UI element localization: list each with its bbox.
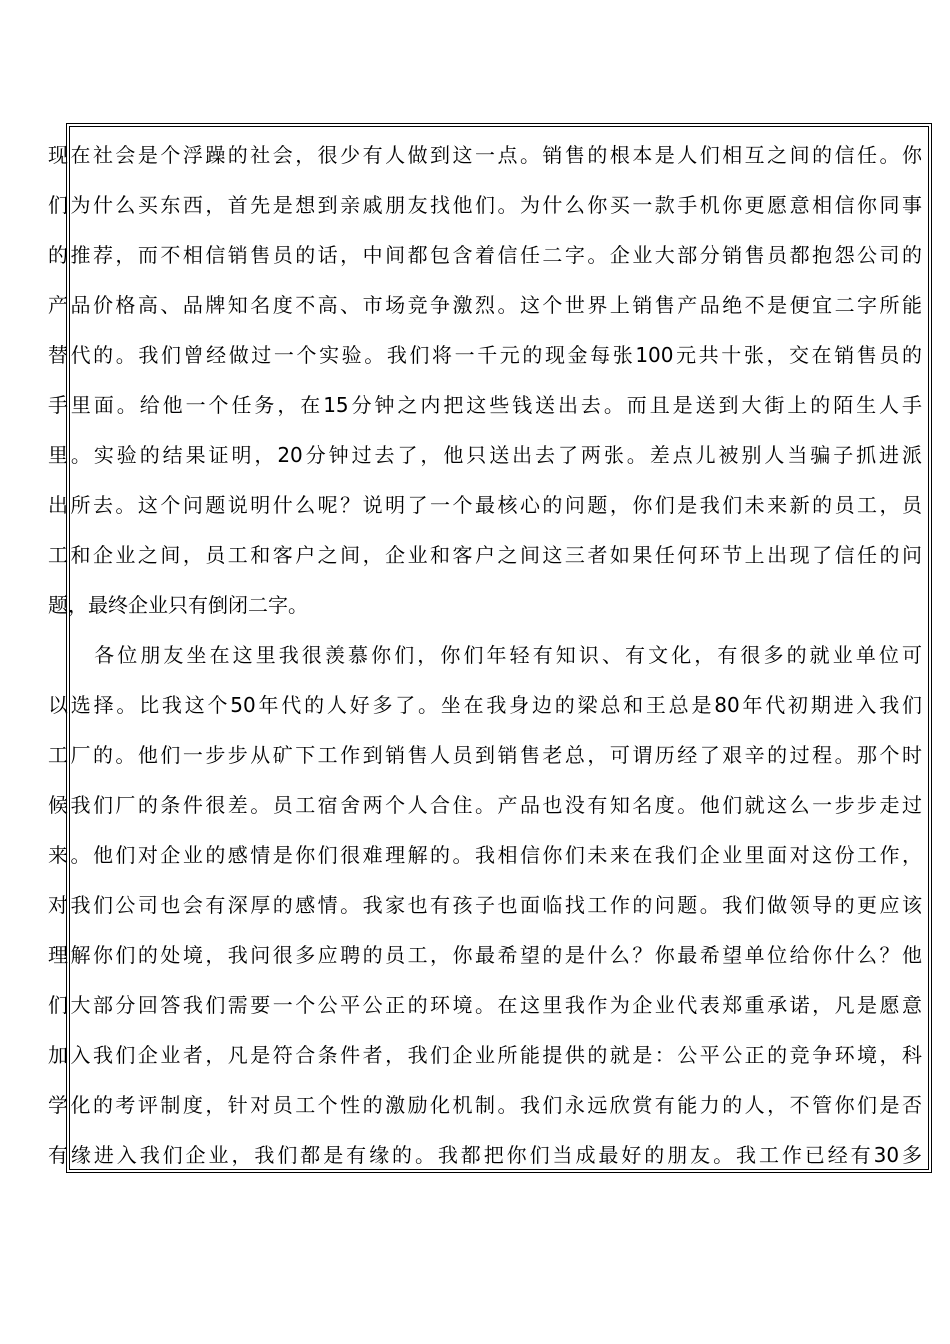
paragraph-end-line: 题，最终企业只有倒闭二字。 [48, 593, 308, 617]
text-line: 现在社会是个浮躁的社会，很少有人做到这一点。销售的根本是人们相互之间的信任。你 [48, 143, 922, 167]
text-line: 理解你们的处境，我问很多应聘的员工，你最希望的是什么？你最希望单位给你什么？他 [48, 943, 922, 967]
text-line: 们大部分回答我们需要一个公平公正的环境。在这里我作为企业代表郑重承诺，凡是愿意 [48, 993, 922, 1017]
text-line: 候我们厂的条件很差。员工宿舍两个人合住。产品也没有知名度。他们就这么一步步走过 [48, 793, 922, 817]
text-line: 来。他们对企业的感情是你们很难理解的。我相信你们未来在我们企业里面对这份工作， [48, 843, 922, 867]
text-line: 加入我们企业者，凡是符合条件者，我们企业所能提供的就是：公平公正的竞争环境，科 [48, 1043, 922, 1067]
text-line: 里。实验的结果证明，20分钟过去了，他只送出去了两张。差点儿被别人当骗子抓进派 [48, 443, 922, 467]
paragraph-start-line: 各位朋友坐在这里我很羡慕你们，你们年轻有知识、有文化，有很多的就业单位可 [48, 643, 922, 667]
speech-text-block [48, 130, 922, 1180]
text-line: 的推荐，而不相信销售员的话，中间都包含着信任二字。企业大部分销售员都抱怨公司的 [48, 243, 922, 267]
text-line: 学化的考评制度，针对员工个性的激励化机制。我们永远欣赏有能力的人，不管你们是否 [48, 1093, 922, 1117]
text-line: 以选择。比我这个50年代的人好多了。坐在我身边的梁总和王总是80年代初期进入我们 [48, 693, 922, 717]
text-line: 有缘进入我们企业，我们都是有缘的。我都把你们当成最好的朋友。我工作已经有30多 [48, 1143, 922, 1167]
text-line: 们为什么买东西，首先是想到亲戚朋友找他们。为什么你买一款手机你更愿意相信你同事 [48, 193, 922, 217]
text-line: 出所去。这个问题说明什么呢？说明了一个最核心的问题，你们是我们未来新的员工，员 [48, 493, 922, 517]
text-line: 工和企业之间，员工和客户之间，企业和客户之间这三者如果任何环节上出现了信任的问 [48, 543, 922, 567]
text-line: 对我们公司也会有深厚的感情。我家也有孩子也面临找工作的问题。我们做领导的更应该 [48, 893, 922, 917]
text-line: 产品价格高、品牌知名度不高、市场竞争激烈。这个世界上销售产品绝不是便宜二字所能 [48, 293, 922, 317]
text-line: 替代的。我们曾经做过一个实验。我们将一千元的现金每张100元共十张，交在销售员的 [48, 343, 922, 367]
text-line: 工厂的。他们一步步从矿下工作到销售人员到销售老总，可谓历经了艰辛的过程。那个时 [48, 743, 922, 767]
text-line: 手里面。给他一个任务，在15分钟之内把这些钱送出去。而且是送到大街上的陌生人手 [48, 393, 922, 417]
